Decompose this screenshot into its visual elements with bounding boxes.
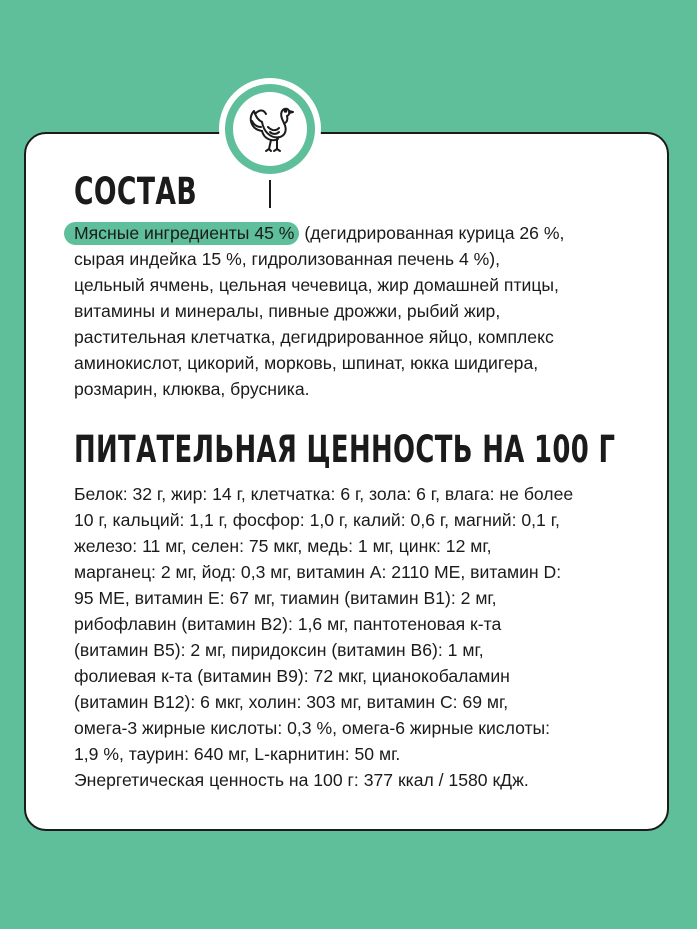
nutrition-text: Белок: 32 г, жир: 14 г, клетчатка: 6 г, зола: 6 г, влага: не более 10 г, кальций: 1,1 г, фосфор: 1,0 г, калий: 0,6 г, магний: 0,1 г, железо: 11 мг, селен: 75 мкг, медь: 1 мг, цинк: 12 мг, марганец: 2 мг, йод: 0,3 мг, витамин A: 2110 МЕ, витамин D: 95 МЕ, витамин E: 67 мг, тиамин (витамин B1): 2 мг, рибофлавин (витамин B2): 1,6 мг, пантотеновая к-та (витамин B5): 2 мг, пиридоксин (витамин B6): 1 мг, фолиевая к-та (витамин B9): 72 мкг, цианокобаламин (витамин B12): 6 мкг, холин: 303 мг, витамин C: 69 мг, омега-3 жирные кислоты: 0,3 %, омега-6 жирные кислоты: 1,9 %, таурин: 640 мг, L-карнитин: 50 мг. Энергетическая ценность на 100 г: 377 ккал / 1580 кДж. [74, 484, 574, 790]
composition-title: СОСТАВ [74, 170, 198, 213]
nutrition-title: ПИТАТЕЛЬНАЯ ЦЕННОСТЬ НА 100 Г [74, 428, 616, 471]
protein-badge [219, 78, 321, 180]
composition-text: Мясные ингредиенты 45 % (дегидрированная курица 26 %, сырая индейка 15 %, гидролизованная печень 4 %), цельный ячмень, цельная чечевица, жир домашней птицы, витамины и минералы, пивные дрожжи, рыбий жир, растительная клетчатка, дегидрированное яйцо, комплекс аминокислот, цикорий, морковь, шпинат, юкка шидигера, розмарин, клюква, брусника. [74, 220, 634, 402]
turkey-icon [242, 101, 298, 157]
meat-ingredients-highlight: Мясные ингредиенты 45 % [64, 222, 299, 245]
badge-connector [269, 178, 271, 208]
